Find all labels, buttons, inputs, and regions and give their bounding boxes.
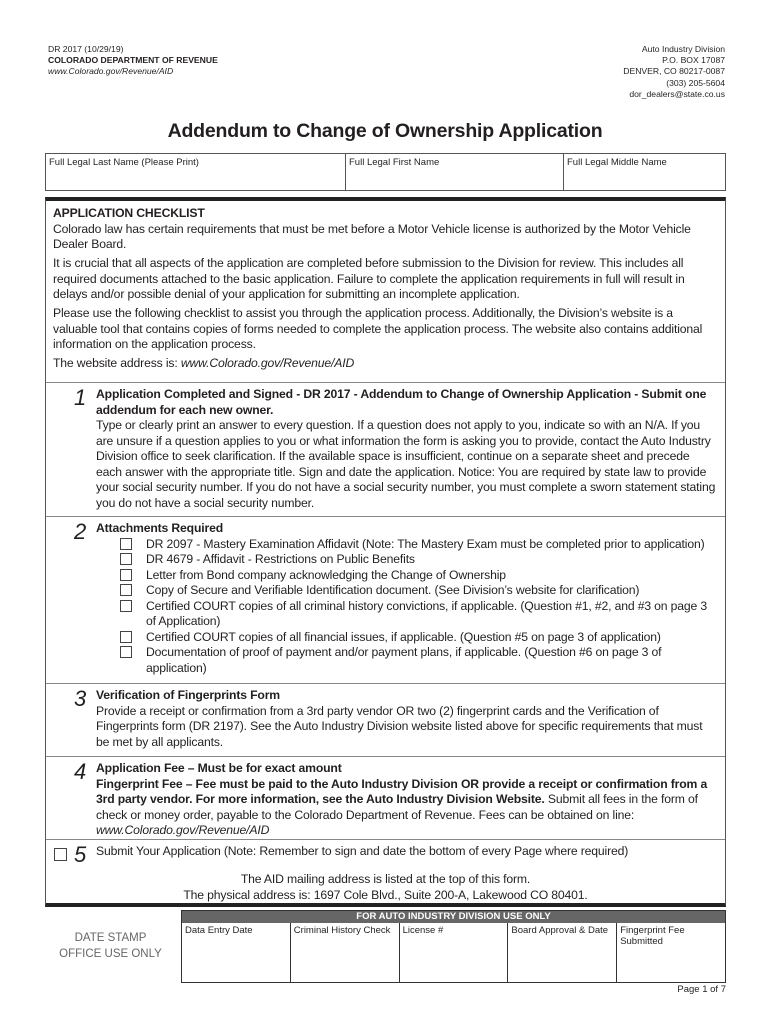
header-right <box>623 44 725 100</box>
section-4 <box>46 756 725 839</box>
application-checklist <box>45 197 726 907</box>
office-col: Board Approval & Date <box>508 923 617 982</box>
fee-note: Fingerprint Fee – Fee must be paid to the Auto Industry Division OR provide a receipt or confirmation from a 3rd party vendor. For more information, see the Auto Industry Division Website. <box>96 776 708 806</box>
office-col: Data Entry Date <box>182 923 291 982</box>
attachment-item <box>120 630 717 646</box>
attachment-label: Letter from Bond company acknowledging the Change of Ownership <box>146 567 506 582</box>
attachment-item <box>120 599 717 630</box>
section-2 <box>46 516 725 683</box>
city: DENVER, CO 80217-0087 <box>623 66 725 77</box>
checklist-intro <box>53 206 717 375</box>
checkbox[interactable] <box>54 848 67 861</box>
po-box: P.O. BOX 17087 <box>662 55 725 66</box>
website-link[interactable]: www.Colorado.gov/Revenue/AID <box>48 66 174 77</box>
physical-address: The physical address is: 1697 Cole Blvd., Suite 200-A, Lakewood CO 80401. <box>183 887 588 902</box>
checkbox[interactable] <box>120 584 132 596</box>
attachment-label: DR 4679 - Affidavit - Restrictions on Public Benefits <box>146 552 415 566</box>
date-stamp-area <box>48 930 173 962</box>
website-link[interactable]: www.Colorado.gov/Revenue/AID <box>180 356 355 370</box>
office-col: Criminal History Check <box>291 923 400 982</box>
last-name-field[interactable] <box>46 154 346 190</box>
first-name-field[interactable] <box>346 154 564 190</box>
intro-paragraph: It is crucial that all aspects of the application are completed before submission to the Division for review. This includes all required documents attached to the basic application. Failure to complete the application requirements in full will result in delays and/or possible denial of your application for submitting an incomplete application. <box>53 256 685 301</box>
attachment-item <box>120 537 717 553</box>
attachment-label: Copy of Secure and Verifiable Identification document. (See Division’s website for clarification) <box>146 583 640 597</box>
header-left <box>48 44 218 78</box>
checkbox[interactable] <box>120 538 132 550</box>
department-name: COLORADO DEPARTMENT OF REVENUE <box>48 55 218 66</box>
middle-name-label: Full Legal Middle Name <box>567 157 667 168</box>
mailing-address-note: The AID mailing address is listed at the top of this form. <box>240 872 531 886</box>
last-name-label: Full Legal Last Name (Please Print) <box>49 157 199 168</box>
office-use-label: OFFICE USE ONLY <box>59 948 162 960</box>
section-title: Application Completed and Signed - DR 2017 - Addendum to Change of Ownership Application - Submit one addendum for each new owner. <box>96 387 707 417</box>
checkbox[interactable] <box>120 553 132 565</box>
office-col: Fingerprint Fee Submitted <box>620 925 685 947</box>
section-3 <box>46 683 725 756</box>
attachment-item <box>120 552 717 568</box>
section-body: Type or clearly print an answer to every question. If a question does not apply to you, indicate so with an N/A. If you are unsure if a question applies to you or what information the form is asking you to provide, contact the Auto Industry Division office to seek clarification. If the available space is insufficient, continue on a separate sheet and precede each answer with the appropriate title. Sign and date the application. Notice: You are required by state law to provide your social security number. If you do not have a social security number, you must complete a sworn statement stating you do not have a social security number. <box>96 418 716 510</box>
date-stamp-label: DATE STAMP <box>74 932 147 944</box>
section-title: Attachments Required <box>96 521 224 535</box>
section-title: Submit Your Application (Note: Remember to sign and date the bottom of every Page where required) <box>96 844 629 858</box>
form-id: DR 2017 (10/29/19) <box>48 44 124 54</box>
section-number: 5 <box>74 842 87 867</box>
website-link[interactable]: www.Colorado.gov/Revenue/AID <box>96 823 270 837</box>
section-5 <box>46 839 725 903</box>
address-block <box>46 872 725 903</box>
checkbox[interactable] <box>120 569 132 581</box>
email[interactable]: dor_dealers@state.co.us <box>629 88 725 99</box>
checkbox[interactable] <box>120 631 132 643</box>
attachment-item <box>120 645 717 676</box>
checkbox[interactable] <box>120 646 132 658</box>
section-number: 4 <box>74 759 87 784</box>
intro-paragraph: Please use the following checklist to assist you through the application process. Additionally, the Division’s website is a valuable tool that contains copies of forms needed to complete the application process. The website also contains additional information on the application process. <box>53 306 703 351</box>
website-label: The website address is: <box>53 356 181 370</box>
section-body <box>96 777 717 839</box>
intro-paragraph: Colorado law has certain requirements that must be met before a Motor Vehicle license is authorized by the Motor Vehicle Dealer Board. <box>53 221 691 251</box>
checklist-heading: APPLICATION CHECKLIST <box>53 206 205 220</box>
attachment-label: Documentation of proof of payment and/or payment plans, if applicable. (Question #6 on page 3 of application) <box>146 645 662 675</box>
fee-body: Submit all fees in the form of check or money order, payable to the Colorado Department of Revenue. Fees can be obtained on line: <box>96 792 698 822</box>
first-name-label: Full Legal First Name <box>349 157 440 168</box>
attachment-label: Certified COURT copies of all criminal history convictions, if applicable. (Question #1, #2, and #3 on page 3 of Application) <box>146 598 708 628</box>
attachment-label: Certified COURT copies of all financial issues, if applicable. (Question #5 on page 3 of application) <box>146 629 661 644</box>
office-use-table <box>181 910 726 983</box>
section-number: 3 <box>74 686 87 711</box>
section-body: Provide a receipt or confirmation from a 3rd party vendor OR two (2) fingerprint cards and the Verification of Fingerprints form (DR 2197). See the Auto Industry Division website listed above for specific requirements that must be met by all applicants. <box>96 703 703 749</box>
middle-name-field[interactable] <box>564 154 725 190</box>
section-1 <box>46 382 725 516</box>
name-fields <box>45 153 726 191</box>
office-col: License # <box>400 923 509 982</box>
section-title: Application Fee – Must be for exact amount <box>96 761 342 775</box>
page-title: Addendum to Change of Ownership Application <box>167 120 603 142</box>
attachment-item <box>120 568 717 584</box>
page-number: Page 1 of 7 <box>677 984 726 995</box>
section-number: 1 <box>74 385 87 410</box>
attachment-label: DR 2097 - Mastery Examination Affidavit (Note: The Mastery Exam must be completed prior to application) <box>146 536 705 551</box>
section-number: 2 <box>74 519 87 544</box>
section-title: Verification of Fingerprints Form <box>96 688 280 702</box>
website-line <box>53 356 717 372</box>
checkbox[interactable] <box>120 600 132 612</box>
division-name: Auto Industry Division <box>641 44 725 54</box>
attachment-item <box>120 583 717 599</box>
phone: (303) 205-5604 <box>666 77 725 88</box>
office-use-heading: FOR AUTO INDUSTRY DIVISION USE ONLY <box>182 911 725 923</box>
